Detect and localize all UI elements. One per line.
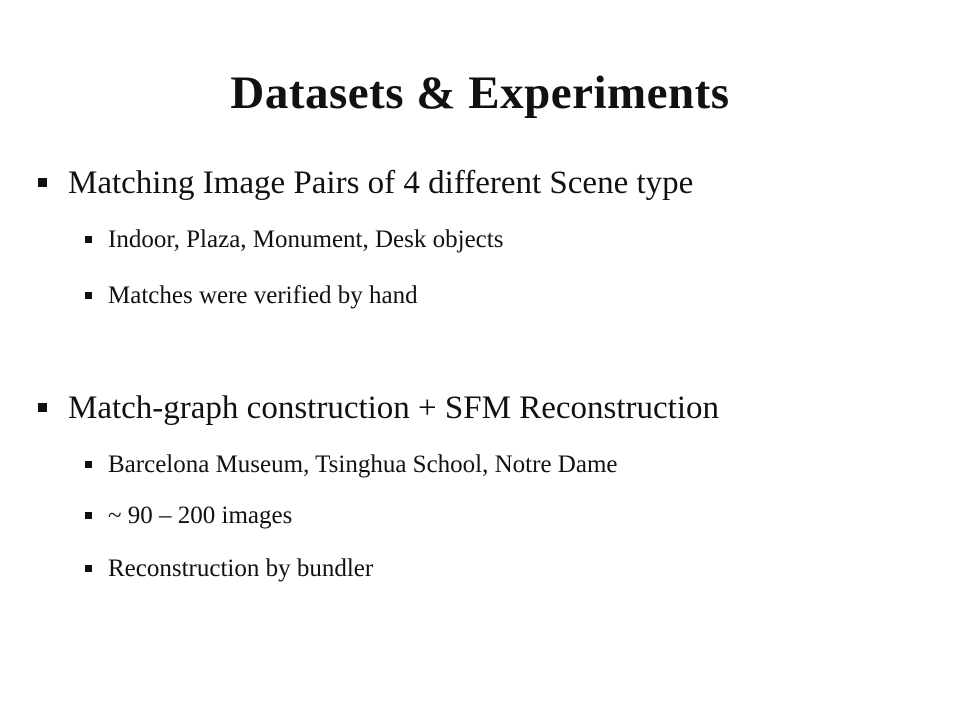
slide-title: Datasets & Experiments: [230, 67, 730, 119]
square-bullet-icon: [85, 512, 92, 519]
sub-bullet-item: [85, 280, 418, 312]
square-bullet-icon: [38, 178, 47, 187]
square-bullet-icon: [85, 292, 92, 299]
bullet-item: [38, 388, 719, 428]
sub-bullet-text: Matches were verified by hand: [108, 282, 418, 309]
square-bullet-icon: [38, 403, 47, 412]
sub-bullet-item: [85, 500, 292, 532]
sub-bullet-item: [85, 553, 373, 585]
bullet-text: Matching Image Pairs of 4 different Scene type: [68, 165, 694, 201]
sub-bullet-text: ~ 90 – 200 images: [108, 502, 293, 529]
sub-bullet-text: Barcelona Museum, Tsinghua School, Notre Dame: [108, 451, 618, 478]
square-bullet-icon: [85, 236, 92, 243]
sub-bullet-item: [85, 449, 618, 481]
square-bullet-icon: [85, 461, 92, 468]
sub-bullet-item: [85, 224, 503, 256]
sub-bullet-text: Reconstruction by bundler: [108, 555, 374, 582]
sub-bullet-text: Indoor, Plaza, Monument, Desk objects: [108, 226, 504, 253]
bullet-text: Match-graph construction + SFM Reconstruction: [68, 390, 720, 426]
bullet-item: [38, 163, 693, 203]
square-bullet-icon: [85, 565, 92, 572]
